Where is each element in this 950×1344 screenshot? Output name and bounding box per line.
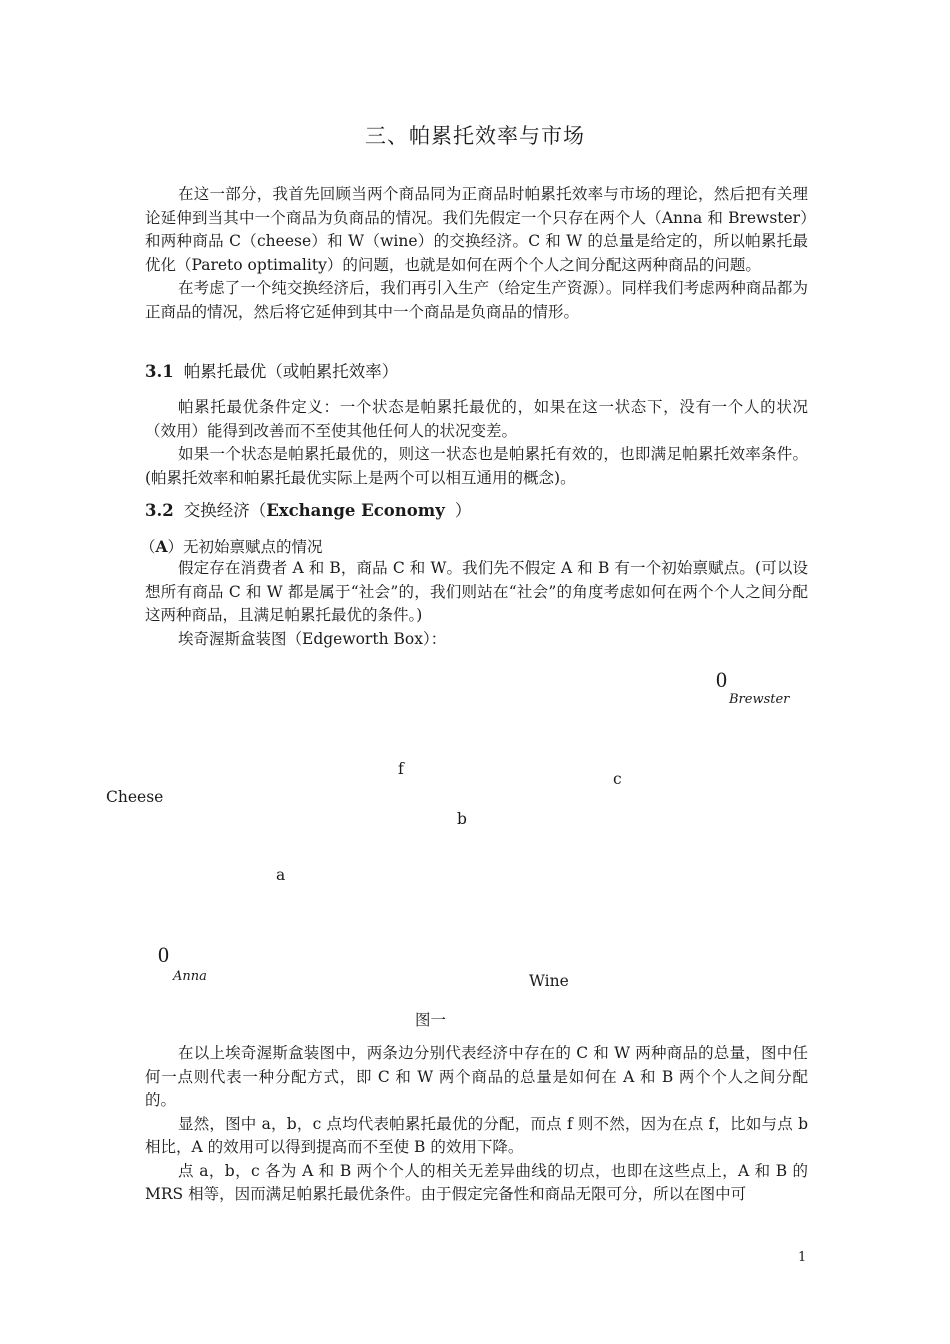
intro-paragraph-1: 在这一部分，我首先回顾当两个商品同为正商品时帕累托效率与市场的理论，然后把有关理论延伸到当其中一个商品为负商品的情况。我们先假定一个只存在两个人（Anna 和 Brewster）和两种商品 C（cheese）和 W（wine）的交换经济。C 和 W 的总量是给定的，所以帕累托最优化（Pareto optimality）的问题，也就是如何在两个个人之间分配这两种商品的问题。 xyxy=(145,185,808,274)
intro-paragraph-2: 在考虑了一个纯交换经济后，我们再引入生产（给定生产资源）。同样我们考虑两种商品都为正商品的情况，然后将它延伸到其中一个商品是负商品的情形。 xyxy=(145,279,808,321)
section-3-2-title-end: ） xyxy=(454,501,472,520)
section-3-1-heading xyxy=(145,358,398,382)
section-3-2-title-en: Exchange Economy xyxy=(266,501,445,520)
section-3-2-heading xyxy=(145,497,471,521)
section-3-2-number: 3.2 xyxy=(145,501,174,520)
intro-text xyxy=(145,183,808,324)
section-3-2-paragraph-2: 埃奇渥斯盒装图（Edgeworth Box）： xyxy=(178,629,447,648)
anna-origin-label: Anna xyxy=(173,969,207,984)
section-3-1-paragraph-1: 帕累托最优条件定义：一个状态是帕累托最优的，如果在这一状态下，没有一个人的状况（效用）能得到改善而不至使其他任何人的状况变差。 xyxy=(145,398,808,440)
section-3-1-number: 3.1 xyxy=(145,362,174,381)
post-figure-paragraph-1: 在以上埃奇渥斯盒装图中，两条边分别代表经济中存在的 C 和 W 两种商品的总量，图中任何一点则代表一种分配方式，即 C 和 W 两个商品的总量是如何在 A 和 B 两个个人之间分配的。 xyxy=(145,1044,808,1109)
point-c-label: c xyxy=(613,770,622,788)
subsection-a-heading: （A）无初始禀赋点的情况 xyxy=(140,537,323,556)
post-figure-text xyxy=(145,1042,808,1207)
section-3-1-title: 帕累托最优（或帕累托效率） xyxy=(183,362,399,381)
subsection-a-letter: A xyxy=(155,537,168,556)
section-3-1-text xyxy=(145,396,808,490)
wine-axis-label: Wine xyxy=(529,972,569,990)
section-3-1-paragraph-2: 如果一个状态是帕累托最优的，则这一状态也是帕累托有效的，也即满足帕累托效率条件。(帕累托效率和帕累托最优实际上是两个可以相互通用的概念)。 xyxy=(145,445,808,487)
figure-caption: 图一 xyxy=(415,1011,447,1029)
post-figure-paragraph-2: 显然，图中 a，b，c 点均代表帕累托最优的分配，而点 f 则不然，因为在点 f，比如与点 b 相比，A 的效用可以得到提高而不至使 B 的效用下降。 xyxy=(145,1114,808,1156)
page-title: 三、帕累托效率与市场 xyxy=(365,124,585,148)
anna-origin-zero: 0 xyxy=(158,942,169,967)
point-b-label: b xyxy=(457,810,467,828)
point-f-label: f xyxy=(398,760,404,778)
section-3-2-text xyxy=(145,557,808,651)
post-figure-paragraph-3: 点 a，b，c 各为 A 和 B 两个个人的相关无差异曲线的切点，也即在这些点上，A 和 B 的 MRS 相等，因而满足帕累托最优条件。由于假定完备性和商品无限可分，所以在图中可 xyxy=(145,1161,808,1203)
section-3-2-paragraph-1: 假定存在消费者 A 和 B，商品 C 和 W。我们先不假定 A 和 B 有一个初始禀赋点。(可以设想所有商品 C 和 W 都是属于“社会”的，我们则站在“社会”的角度考虑如何在两个个人之间分配这两种商品，且满足帕累托最优的条件。) xyxy=(145,559,808,624)
brewster-origin-zero: 0 xyxy=(716,667,727,692)
section-3-2-title-cn: 交换经济（ xyxy=(183,501,267,520)
page-number: 1 xyxy=(798,1250,807,1265)
brewster-origin-label: Brewster xyxy=(729,692,790,707)
subsection-a-title: ）无初始禀赋点的情况 xyxy=(167,538,323,556)
point-a-label: a xyxy=(276,866,286,884)
cheese-axis-label: Cheese xyxy=(106,788,164,806)
